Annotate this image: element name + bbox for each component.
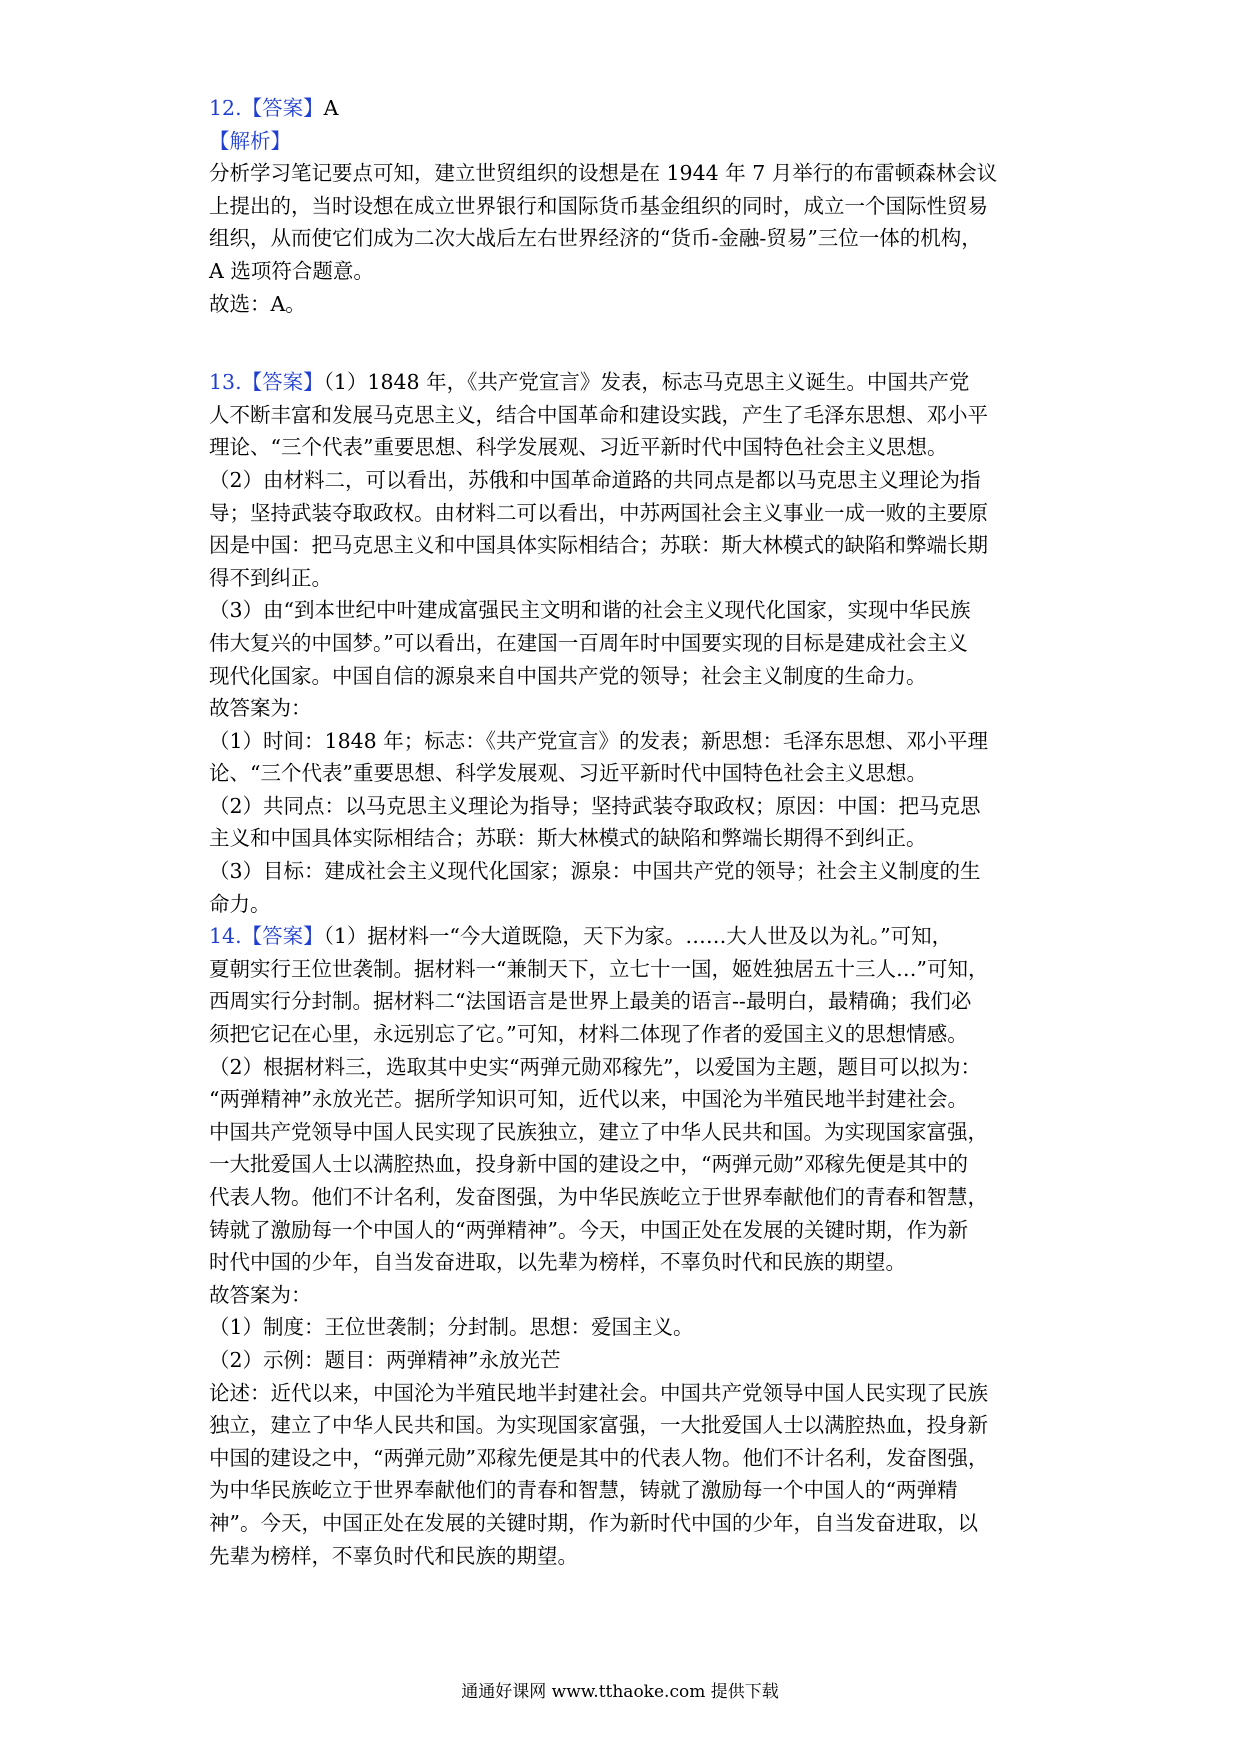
q13-line: （2）由材料二，可以看出，苏俄和中国革命道路的共同点是都以马克思主义理论为指 <box>209 467 981 492</box>
q13-line: 现代化国家。中国自信的源泉来自中国共产党的领导；社会主义制度的生命力。 <box>209 663 927 688</box>
q14-line: 故答案为： <box>209 1282 312 1307</box>
q13-answer-tag: 【答案】 <box>241 370 324 395</box>
q14-line: 时代中国的少年，自当发奋进取，以先辈为榜样，不辜负时代和民族的期望。 <box>209 1250 906 1275</box>
q12-answer-tag: 【答案】 <box>241 96 324 120</box>
q13-line: （1）时间：1848 年；标志：《共产党宣言》的发表；新思想：毛泽东思想、邓小平理 <box>209 728 988 753</box>
q12-analysis-tag: 【解析】 <box>209 128 291 153</box>
q14-line: 须把它记在心里，永远别忘了它。”可知，材料二体现了作者的爱国主义的思想情感。 <box>209 1022 968 1047</box>
q12-line: 上提出的，当时设想在成立世界银行和国际货币基金组织的同时，成立一个国际性贸易 <box>209 193 988 218</box>
q13-line: 主义和中国具体实际相结合；苏联：斯大林模式的缺陷和弊端长期得不到纠正。 <box>209 826 927 851</box>
document-body <box>209 92 1039 1572</box>
q14-line: 代表人物。他们不计名利，发奋图强，为中华民族屹立于世界奉献他们的青春和智慧， <box>209 1185 988 1209</box>
q14-line: （2）示例：题目：两弹精神”永放光芒 <box>209 1347 561 1372</box>
q12-number: 12. <box>209 96 242 120</box>
q14-line: 西周实行分封制。据材料二“法国语言是世界上最美的语言--最明白，最精确；我们必 <box>209 989 972 1014</box>
q14-line: 一大批爱国人士以满腔热血，投身新中国的建设之中，“两弹元勋”邓稼先便是其中的 <box>209 1152 968 1177</box>
page-footer: 通通好课网 www.tthaoke.com 提供下载 <box>461 1682 779 1702</box>
q12-answer: A <box>323 96 339 120</box>
q14-answer-line <box>209 920 1039 953</box>
q13-line: （2）共同点：以马克思主义理论为指导；坚持武装夺取政权；原因：中国：把马克思 <box>209 793 981 818</box>
q14-line: 神”。今天，中国正处在发展的关键时期，作为新时代中国的少年，自当发奋进取，以 <box>209 1510 978 1535</box>
q13-line: 导；坚持武装夺取政权。由材料二可以看出，中苏两国社会主义事业一成一败的主要原 <box>209 500 988 525</box>
q13-answer-line <box>209 366 1039 399</box>
q14-answer-tag: 【答案】 <box>241 924 324 949</box>
q12-line: 组织，从而使它们成为二次大战后左右世界经济的“货币-金融-贸易”三位一体的机构， <box>209 226 982 251</box>
q13-line: （3）由“到本世纪中叶建成富强民主文明和谐的社会主义现代化国家，实现中华民族 <box>209 598 971 623</box>
q13-number: 13. <box>209 370 242 395</box>
q13-line: 论、“三个代表”重要思想、科学发展观、习近平新时代中国特色社会主义思想。 <box>209 761 927 786</box>
q14-line: 论述：近代以来，中国沦为半殖民地半封建社会。中国共产党领导中国人民实现了民族 <box>209 1380 988 1405</box>
q13-line: （3）目标：建成社会主义现代化国家；源泉：中国共产党的领导；社会主义制度的生 <box>209 859 981 884</box>
q12-answer-line <box>209 92 1039 125</box>
q14-line: （1）制度：王位世袭制；分封制。思想：爱国主义。 <box>209 1315 694 1340</box>
q13-line: 命力。 <box>209 891 271 916</box>
q12-line: 分析学习笔记要点可知，建立世贸组织的设想是在 1944 年 7 月举行的布雷顿森林会议 <box>209 161 998 186</box>
q14-first-line: （1）据材料一“今大道既隐，天下为家。……大人世及以为礼。”可知， <box>323 924 953 949</box>
q14-line: 独立，建立了中华人民共和国。为实现国家富强，一大批爱国人士以满腔热血，投身新 <box>209 1413 988 1438</box>
q14-line: 为中华民族屹立于世界奉献他们的青春和智慧，铸就了激励每一个中国人的“两弹精 <box>209 1478 958 1503</box>
q12-line: A 选项符合题意。 <box>209 258 374 283</box>
q12-line: 故选：A。 <box>209 291 306 316</box>
q14-line: “两弹精神”永放光芒。据所学知识可知，近代以来，中国沦为半殖民地半封建社会。 <box>209 1087 968 1112</box>
q14-line: 铸就了激励每一个中国人的“两弹精神”。今天，中国正处在发展的关键时期，作为新 <box>209 1217 968 1242</box>
q14-line: （2）根据材料三，选取其中史实“两弹元勋邓稼先”，以爱国为主题，题目可以拟为： <box>209 1054 982 1079</box>
q13-line: 因是中国：把马克思主义和中国具体实际相结合；苏联：斯大林模式的缺陷和弊端长期 <box>209 533 988 558</box>
q14-line: 中国共产党领导中国人民实现了民族独立，建立了中华人民共和国。为实现国家富强， <box>209 1119 988 1144</box>
q13-line: 伟大复兴的中国梦。”可以看出，在建国一百周年时中国要实现的目标是建成社会主义 <box>209 630 968 655</box>
q13-line: 得不到纠正。 <box>209 565 332 590</box>
q13-line: 人不断丰富和发展马克思主义，结合中国革命和建设实践，产生了毛泽东思想、邓小平 <box>209 402 988 427</box>
q13-line: 故答案为： <box>209 696 312 721</box>
q14-line: 先辈为榜样，不辜负时代和民族的期望。 <box>209 1543 578 1568</box>
q14-number: 14. <box>209 924 242 949</box>
q14-line: 中国的建设之中，“两弹元勋”邓稼先便是其中的代表人物。他们不计名利，发奋图强， <box>209 1445 989 1470</box>
q13-first-line: （1）1848 年，《共产党宣言》发表，标志马克思主义诞生。中国共产党 <box>323 370 970 395</box>
q13-line: 理论、“三个代表”重要思想、科学发展观、习近平新时代中国特色社会主义思想。 <box>209 435 948 460</box>
q14-line: 夏朝实行王位世袭制。据材料一“兼制天下，立七十一国，姬姓独居五十三人…”可知， <box>209 956 989 981</box>
section-gap <box>209 320 1039 366</box>
